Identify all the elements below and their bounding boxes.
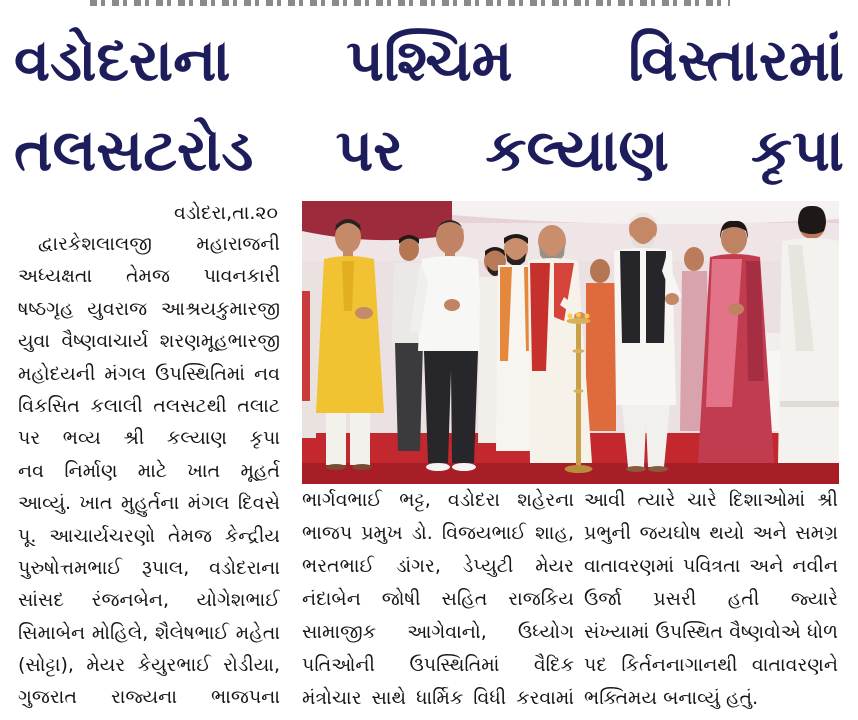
article-line: પર ભવ્ય શ્રી કલ્યાણ કૃપા <box>18 427 280 450</box>
article-line: વિકસિત કલાલી તલસટથી તલાટ <box>18 394 280 417</box>
middle-column <box>302 484 574 715</box>
article-line: યુવા વૈષ્ણવાચાર્ય શરણમૂહભારજી <box>18 330 280 353</box>
event-photo-scene <box>302 201 839 484</box>
article-line: ભરતભાઈ ડાંગર, ડેપ્યુટી મેયર <box>302 555 574 577</box>
article-line: અધ્યક્ષતા તેમજ પાવનકારી <box>18 265 280 288</box>
article-line: સામાજીક આગેવાનો, ઉધ્યોગ <box>302 621 574 643</box>
article-line: આવ્યું. ખાત મુહુર્તના મંગલ દિવસે <box>18 492 280 515</box>
headline-line-1: વડોદરાના પશ્ચિમ વિસ્તારમાં <box>14 26 844 94</box>
article-line: મંત્રોચાર સાથે ધાર્મિક વિધી કરવામાં <box>302 687 574 709</box>
article-line: નવ નિર્માણ માટે ખાત મૂહર્ત <box>18 459 280 482</box>
article-line: વાતાવરણમાં પવિત્રતા અને નવીન <box>584 555 838 577</box>
article-line: પુરુષોત્તમભાઈ રૂપાલ, વડોદરાના <box>18 556 280 579</box>
article-line: ભક્તિમય બનાવ્યું હતું. <box>584 687 759 709</box>
article-line: નંદાબેન જોષી સહિત રાજકિય <box>302 588 574 610</box>
dateline: વડોદરા,તા.૨૦ <box>173 202 278 224</box>
article-line: ભાર્ગવભાઈ ભટ્ટ, વડોદરા શહેરના <box>302 489 574 511</box>
article-line: પદ કિર્તનનાગાનથી વાતાવરણને <box>584 654 838 676</box>
left-column <box>18 228 280 714</box>
headline-line-2: તલસટરોડ પર કલ્યાણ કૃપા <box>14 116 844 184</box>
article-line: આવી ત્યારે ચારે દિશાઓમાં શ્રી <box>584 489 838 511</box>
article-line: ઉર્જા પ્રસરી હતી જ્યારે <box>584 588 838 610</box>
article-line: ભાજપ પ્રમુખ ડો. વિજયભાઈ શાહ, <box>302 522 574 544</box>
right-column <box>584 484 838 715</box>
person-partial-left <box>302 273 316 438</box>
article-line: ષષ્ઠગૃહ યુવરાજ આશ્રયકુમારજી <box>18 297 280 320</box>
article-line: સંખ્યામાં ઉપસ્થિત વૈષ્ણવોએ ધોળ <box>584 621 838 643</box>
clipped-text-fragment <box>90 0 730 6</box>
article-line: પ્રભુની જયઘોષ થયો અને સમગ્ર <box>584 522 838 544</box>
person-background-orange <box>586 259 616 431</box>
article-line: ગુજરાત રાજ્યના ભાજપના <box>18 686 280 709</box>
article-line: મહોદયની મંગલ ઉપસ્થિતિમાં નવ <box>18 362 280 385</box>
person-back-view-white <box>778 206 839 463</box>
article-line: પતિઓની ઉપસ્થિતિમાં વૈદિક <box>302 654 574 676</box>
article-line: દ્વારકેશલાલજી મહારાજની <box>38 233 280 255</box>
article-line: સિમાબેન મોહિલે, શૈલેષભાઈ મહેતા <box>18 621 280 644</box>
article-line: સાંસદ રંજનબેન, યોગેશભાઈ <box>18 589 280 612</box>
article-line: (સોટ્ટા), મેયર કેયુરભાઈ રોડીયા, <box>18 654 280 677</box>
event-photo <box>302 201 839 484</box>
article-line: પૂ. આચાર્યચરણો તેમજ કેન્દ્રીય <box>18 524 280 547</box>
